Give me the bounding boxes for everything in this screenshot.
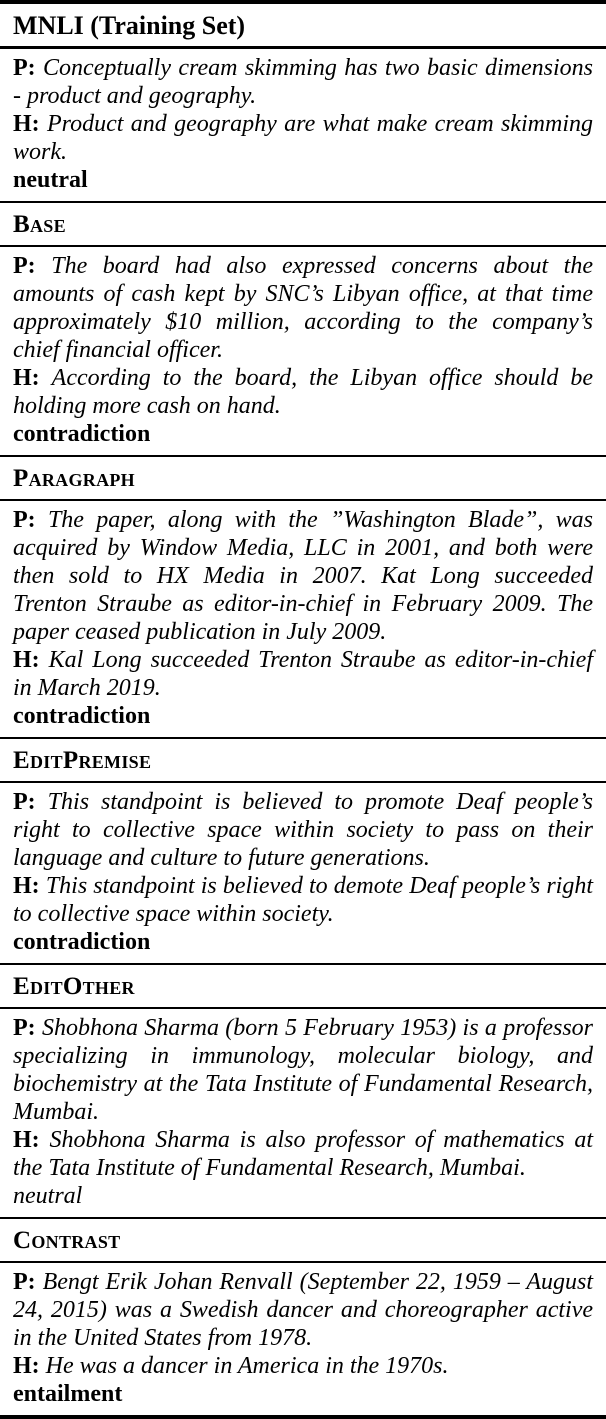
premise-row [13, 506, 593, 646]
premise-text: Bengt Erik Johan Renvall (September 22, 1959 – August 24, 2015) was a Swedish dancer and choreographer active in the United States from 1978. [13, 1269, 593, 1351]
section-header-row-editpremise [0, 739, 606, 781]
hypothesis-prefix: H: [13, 873, 40, 899]
gold-label: neutral [13, 1183, 83, 1209]
premise-text: The board had also expressed concerns about the amounts of cash kept by SNC’s Libyan office, at that time approximately $10 million, according to the company’s chief financial officer. [13, 253, 594, 363]
hypothesis-text: According to the board, the Libyan office should be holding more cash on hand. [13, 365, 593, 419]
hypothesis-text: This standpoint is believed to demote Deaf people’s right to collective space within society. [13, 873, 594, 927]
hypothesis-row [13, 1126, 593, 1182]
section-header-row-paragraph [0, 457, 606, 499]
premise-text: Conceptually cream skimming has two basic dimensions - product and geography. [13, 55, 593, 109]
premise-prefix: P: [13, 253, 36, 279]
hypothesis-text: Kal Long succeeded Trenton Straube as editor-in-chief in March 2019. [13, 647, 593, 701]
hypothesis-row [13, 364, 593, 420]
example-base [0, 247, 606, 455]
premise-row [13, 1014, 593, 1126]
premise-row [13, 788, 593, 872]
section-header-editother: EditOther [13, 973, 135, 1000]
hypothesis-text: He was a dancer in America in the 1970s. [45, 1353, 449, 1379]
hypothesis-row [13, 872, 593, 928]
section-header-row-contrast [0, 1219, 606, 1261]
premise-prefix: P: [13, 789, 36, 815]
section-header-row-base [0, 203, 606, 245]
gold-label: contradiction [13, 929, 151, 955]
hypothesis-row [13, 110, 593, 166]
gold-label: entailment [13, 1381, 123, 1407]
premise-text: Shobhona Sharma (born 5 February 1953) is a professor specializing in immunology, molecular biology, and biochemistry at the Tata Institute of Fundamental Research, Mumbai. [13, 1015, 594, 1125]
hypothesis-row [13, 646, 593, 702]
premise-prefix: P: [13, 55, 36, 81]
gold-label: contradiction [13, 703, 151, 729]
premise-text: This standpoint is believed to promote Deaf people’s right to collective space within society to pass on their language and culture to future generations. [13, 789, 593, 871]
gold-label: contradiction [13, 421, 151, 447]
premise-row [13, 1268, 593, 1352]
premise-prefix: P: [13, 1269, 36, 1295]
premise-row [13, 252, 593, 364]
premise-prefix: P: [13, 507, 36, 533]
section-header-contrast: Contrast [13, 1227, 121, 1254]
section-header-row-editother [0, 965, 606, 1007]
example-contrast [0, 1263, 606, 1415]
hypothesis-prefix: H: [13, 365, 40, 391]
example-editpremise [0, 783, 606, 963]
table-title: MNLI (Training Set) [13, 11, 246, 40]
hypothesis-row [13, 1352, 593, 1380]
example-mnli [0, 49, 606, 201]
hypothesis-prefix: H: [13, 647, 40, 673]
hypothesis-prefix: H: [13, 1127, 40, 1153]
section-header-base: Base [13, 211, 66, 238]
hypothesis-prefix: H: [13, 1353, 40, 1379]
table-title-row [0, 4, 606, 46]
section-header-editpremise: EditPremise [13, 747, 152, 774]
example-editother [0, 1009, 606, 1217]
premise-row [13, 54, 593, 110]
hypothesis-prefix: H: [13, 111, 40, 137]
example-paragraph [0, 501, 606, 737]
gold-label: neutral [13, 167, 88, 193]
table-bottom-rule [0, 1415, 606, 1419]
premise-text: The paper, along with the ”Washington Blade”, was acquired by Window Media, LLC in 2001, and both were then sold to HX Media in 2007. Kat Long succeeded Trenton Straube as editor-in-chief in February 2009. The paper ceased publication in July 2009. [13, 507, 594, 645]
hypothesis-text: Shobhona Sharma is also professor of mathematics at the Tata Institute of Fundamental Research, Mumbai. [13, 1127, 594, 1181]
hypothesis-text: Product and geography are what make cream skimming work. [13, 111, 593, 165]
section-header-paragraph: Paragraph [13, 465, 135, 492]
premise-prefix: P: [13, 1015, 36, 1041]
